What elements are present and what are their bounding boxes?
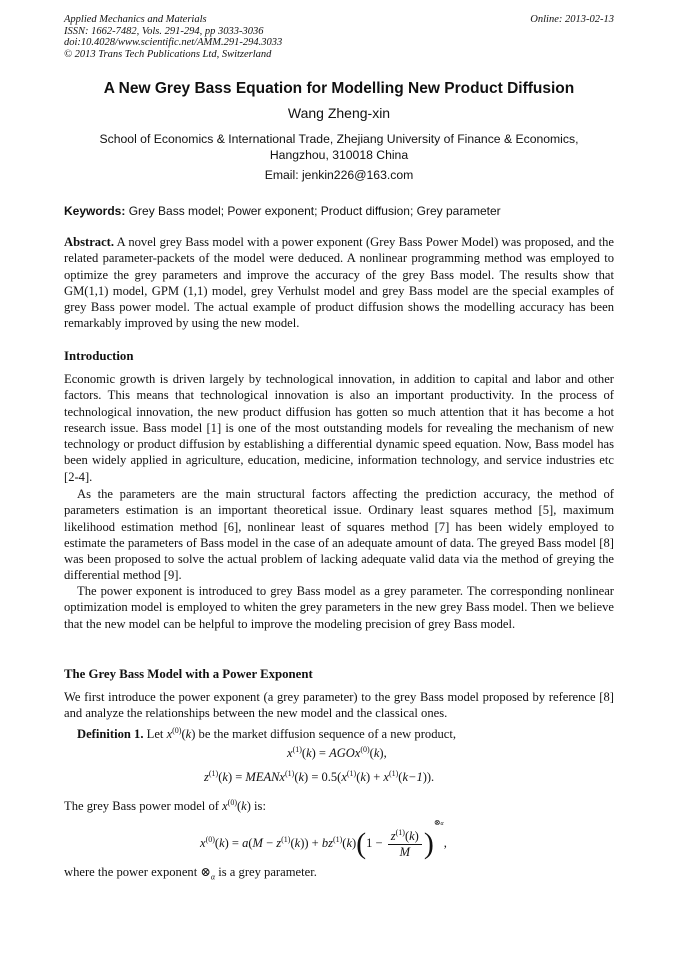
- definition-1: [64, 723, 614, 742]
- equation-mean: $z^{(1)}(k)$ = MEANx$^{(1)}$(k) = $0.5(x^{(1)}(k) + x^{(1)}(k-1))$.: [204, 769, 435, 785]
- equation-ago: $x^{(1)}(k)$ = AGOx$^{(0)}$(k),: [287, 745, 387, 761]
- issn-line: ISSN: 1662-7482, Vols. 291-294, pp 3033-3036: [64, 25, 264, 37]
- closing-b: is a grey parameter.: [218, 865, 317, 879]
- fraction-z-over-M: $\frac{z^{(1)}(k)}{M}$: [388, 828, 422, 860]
- power-model-intro: [64, 795, 614, 814]
- intro-paragraph-3: The power exponent is introduced to grey Bass model as a grey parameter. The corresponding nonlinear optimization model is employed to whiten the grey parameters in the new grey Bass model. Then we believe that the new model can be helpful to improve the modeling precision of grey Bass model.: [64, 584, 614, 631]
- header-block: [64, 14, 282, 60]
- closing-sentence: [64, 864, 614, 886]
- intro-paragraph-2: As the parameters are the main structural factors affecting the prediction accuracy, the method of parameters estimation is an important theoretical issue. Ordinary least squares method [5], maximum likelihood estimation method [6], nonlinear least of squares method [7] has been widely employed to estimate the parameters of Bass model in the case of an adequate amount of data. The greyed Bass model [8] was been proposed to solve the actual problem of lacking adequate valid data via the method of greying the differential method [9].: [64, 487, 614, 583]
- closing-a: where the power exponent: [64, 865, 198, 879]
- inline-x0k: $x^{(0)}(k)$: [166, 726, 196, 742]
- affiliation: [64, 131, 614, 163]
- power-model-intro-b: is:: [254, 799, 266, 814]
- introduction-heading: Introduction: [64, 349, 134, 363]
- section2-heading: The Grey Bass Model with a Power Exponent: [64, 667, 313, 681]
- inline-otimes-alpha: $\otimes_\alpha$: [200, 865, 216, 882]
- affiliation-line-2: Hangzhou, 310018 China: [269, 148, 409, 162]
- abstract-text: A novel grey Bass model with a power exponent (Grey Bass Power Model) was proposed, and the related parameter-packets of the model were deduced. A nonlinear programming method was employed to optimize the grey parameters and improve the accuracy of the grey Bass model. The results show that GM(1,1) model, GPM (1,1) model, grey Verhulst model and grey Bass model are the special examples of grey Bass power model. The actual example of product diffusion shows the modelling accuracy has been remarkably improved by using the new model.: [64, 235, 614, 331]
- doi-line[interactable]: doi:10.4028/www.scientific.net/AMM.291-294.3033: [64, 37, 283, 48]
- affiliation-line-1: School of Economics & International Trade, Zhejiang University of Finance & Economics,: [99, 132, 579, 146]
- copyright-line: © 2013 Trans Tech Publications Ltd, Switzerland: [64, 48, 272, 60]
- online-date: Online: 2013-02-13: [530, 14, 614, 25]
- equation-grey-bass-power: $x^{(0)}(k) = a(M - z^{(1)}(k)) + bz^{(1)}(k)(1$ − $\frac{z^{(1)}(k)}{M}$ )$^{\otimes\alpha}$,: [200, 818, 447, 861]
- definition-text-b: be the market diffusion sequence of a new product,: [198, 727, 457, 742]
- author-name: Wang Zheng-xin: [287, 105, 391, 121]
- abstract-label: Abstract.: [64, 235, 115, 249]
- section2-paragraph-1: We first introduce the power exponent (a grey parameter) to the grey Bass model proposed by reference [8] and analyze the relationships between the new model and the classical ones.: [64, 690, 614, 721]
- abstract: [64, 234, 614, 332]
- author-email[interactable]: Email: jenkin226@163.com: [264, 168, 414, 182]
- definition-label: Definition 1.: [77, 727, 144, 742]
- paper-title: A New Grey Bass Equation for Modelling New Product Diffusion: [103, 80, 575, 97]
- keywords-text: Grey Bass model; Power exponent; Product diffusion; Grey parameter: [128, 204, 501, 218]
- keywords-label: Keywords:: [64, 204, 126, 218]
- power-model-intro-a: The grey Bass power model of: [64, 799, 219, 814]
- inline-x0k-2: $x^{(0)}(k)$: [222, 798, 251, 814]
- intro-paragraph-1: Economic growth is driven largely by technological innovation, in addition to capital and labor and other factors. This means that technological innovation is also an important productivity. In the process of technological innovation, the new product diffusion has gotten so much attention that it has become a hot research issue. Bass model [1] is one of the most outstanding models for revealing the mechanism of new technology or product diffusion by establishing a differential dynamic speed equation. Now, Bass model has been widely applied in agriculture, education, medicine, information technology, and service industries etc [2-4].: [64, 372, 614, 484]
- definition-text-a: Let: [146, 727, 164, 742]
- journal-name: Applied Mechanics and Materials: [64, 14, 207, 25]
- keywords: [64, 204, 614, 218]
